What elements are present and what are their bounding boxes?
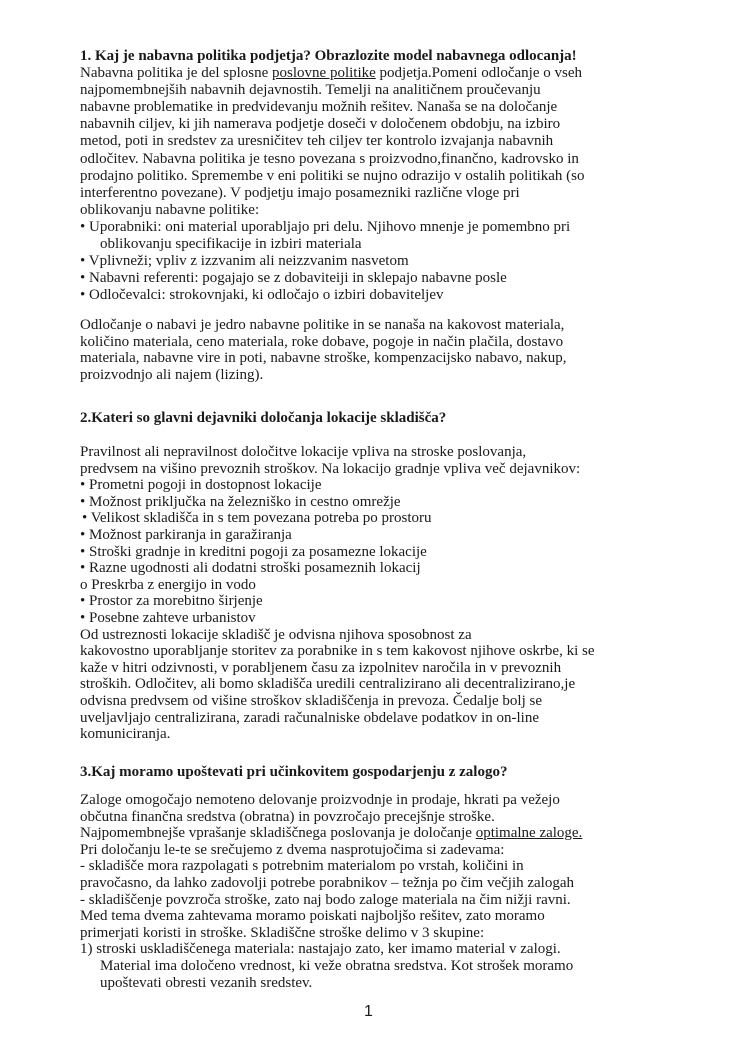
text-line: • Prostor za morebitno širjenje xyxy=(80,593,263,610)
question-2-block xyxy=(80,410,446,427)
text-line: nabavnih ciljev, ki jih namerava podjetje doseči v določenem obdobju, na izbiro xyxy=(80,116,561,133)
text-line: oblikovanju nabavne politike: xyxy=(80,201,260,218)
text-line: • Posebne zahteve urbanistov xyxy=(80,609,256,626)
text-line: Med tema dvema zahtevama moramo poiskati najboljšo rešitev, zato moramo xyxy=(80,908,545,925)
text-line: • Možnost priključka na železniško in cestno omrežje xyxy=(80,493,401,510)
question-heading: 1. Kaj je nabavna politika podjetja? Obrazlozite model nabavnega odlocanja! xyxy=(80,48,577,64)
text-line: • Razne ugodnosti ali dodatni stroški posameznih lokacij xyxy=(80,560,421,577)
text-line: o Preskrba z energijo in vodo xyxy=(80,576,256,593)
text-line: Material ima določeno vrednost, ki veže obratna sredstva. Kot strošek moramo xyxy=(100,957,574,974)
page-number: 1 xyxy=(364,1003,373,1020)
text-line: oblikovanju specifikacije in izbiri materiala xyxy=(100,236,362,253)
text-line: Odločanje o nabavi je jedro nabavne politike in se nanaša na kakovost materiala, xyxy=(80,317,565,333)
text-line: upoštevati obresti vezanih sredstev. xyxy=(100,974,313,991)
text-line: Pri določanju le-te se srečujemo z dvema nasprotujočima si zadevama: xyxy=(80,841,505,858)
question-heading: 2.Kateri so glavni dejavniki določanja lokacije skladišča? xyxy=(80,410,447,426)
text-line: • Možnost parkiranja in garažiranja xyxy=(80,526,292,543)
text-line: odvisna predvsem od višine stroškov skladiščenja in prevoza. Čedalje bolj se xyxy=(80,692,542,709)
text-line: stroških. Odločitev, ali bomo skladišča uredili centralizirano ali decentralizirano,je xyxy=(80,676,576,693)
text-line: komuniciranja. xyxy=(80,726,171,743)
text-line: metod, poti in sredstev za uresničitev teh ciljev ter kontrolo izvajanja nabavnih xyxy=(80,133,554,150)
text-line: nabavne problematike in predvidevanju možnih rešitev. Nanaša se na določanje xyxy=(80,99,558,116)
text-line: primerjati koristi in stroške. Skladiščne stroške delimo v 3 skupine: xyxy=(80,924,485,941)
question-3-body xyxy=(80,792,582,991)
text-line: - skladišče mora razpolagati s potrebnim materialom po vrstah, količini in xyxy=(80,858,524,875)
text-line: interferentno povezane). V podjetju imajo posamezniki različne vloge pri xyxy=(80,184,520,201)
text-line: • Uporabniki: oni material uporabljajo pri delu. Njihovo mnenje je pomembno pri xyxy=(80,218,571,235)
text-line: • Vplivneži; vpliv z izzvanim ali neizzvanim nasvetom xyxy=(80,253,409,270)
text-line: proizvodnjo ali najem (lizing). xyxy=(80,366,264,383)
text-line: uveljavljajo centralizirana, zaradi računalniske obdelave podatkov in on-line xyxy=(80,709,539,726)
text-line: kakovostno uporabljanje storitev za porabnike in s tem kakovost njihove oskrbe, ki se xyxy=(80,643,595,660)
text-segment: Najpomembnejše vprašanje skladiščnega poslovanja je določanje xyxy=(80,825,476,842)
question-heading: 3.Kaj moramo upoštevati pri učinkovitem gospodarjenju z zalogo? xyxy=(80,764,508,780)
text-line: Od ustreznosti lokacije skladišč je odvisna njihova sposobnost za xyxy=(80,626,472,643)
text-line: predvsem na višino prevoznih stroškov. Na lokacijo gradnje vpliva več dejavnikov: xyxy=(80,460,581,477)
text-line: pravočasno, da lahko zadovolji potrebe porabnikov – težnja po čim večjih zalogah xyxy=(80,874,574,891)
text-line: odločitev. Nabavna politika je tesno povezana s proizvodno,finančno, kadrovsko in xyxy=(80,150,579,167)
question-1-paragraph-2 xyxy=(80,317,567,383)
text-line: - skladiščenje povzroča stroške, zato naj bodo zaloge materiala na čim nižji ravni. xyxy=(80,891,571,908)
text-line: najpomembnejših nabavnih dejavnostih. Temelji na analitičnem proučevanju xyxy=(80,82,541,99)
text-line xyxy=(80,825,582,842)
text-line: • Prometni pogoji in dostopnost lokacije xyxy=(80,477,322,494)
question-2-body xyxy=(80,444,594,743)
text-line: • Odločevalci: strokovnjaki, ki odločajo o izbiri dobaviteljev xyxy=(80,287,444,304)
text-segment: podjetja.Pomeni odločanje o vseh xyxy=(375,65,583,82)
question-3-block xyxy=(80,764,507,781)
text-line: materiala, nabavne vire in poti, nabavne stroške, kompenzacijsko nabavo, nakup, xyxy=(80,350,567,367)
text-line: • Nabavni referenti: pogajajo se z dobaviteiji in sklepajo nabavne posle xyxy=(80,270,507,287)
text-line: kaže v hitri odzivnosti, v porabljenem času za izpolnitev naročila in v prevoznih xyxy=(80,659,562,676)
text-line: 1) stroski uskladiščenega materiala: nastajajo zato, ker imamo material v zalogi. xyxy=(80,941,561,958)
text-line: Pravilnost ali nepravilnost določitve lokacije vpliva na stroske poslovanja, xyxy=(80,444,527,460)
text-line: • Stroški gradnje in kreditni pogoji za posamezne lokacije xyxy=(80,543,427,560)
text-line: občutna finančna sredstva (obratna) in povzročajo precejšnje stroške. xyxy=(80,808,495,825)
underlined-term: poslovne politike xyxy=(272,65,376,82)
text-segment: Nabavna politika je del splosne xyxy=(80,65,273,82)
text-line xyxy=(80,65,585,82)
text-line: prodajno politiko. Spremembe v eni politiki se nujno odrazijo v ostalih politikah (so xyxy=(80,167,585,184)
text-line: Zaloge omogočajo nemoteno delovanje proizvodnje in prodaje, hkrati pa vežejo xyxy=(80,792,560,808)
question-1-block xyxy=(80,48,585,304)
text-line: • Velikost skladišča in s tem povezana potreba po prostoru xyxy=(82,510,432,527)
text-line: količino materiala, ceno materiala, roke dobave, pogoje in način plačila, dostavo xyxy=(80,333,564,350)
underlined-term: optimalne zaloge. xyxy=(475,825,583,842)
